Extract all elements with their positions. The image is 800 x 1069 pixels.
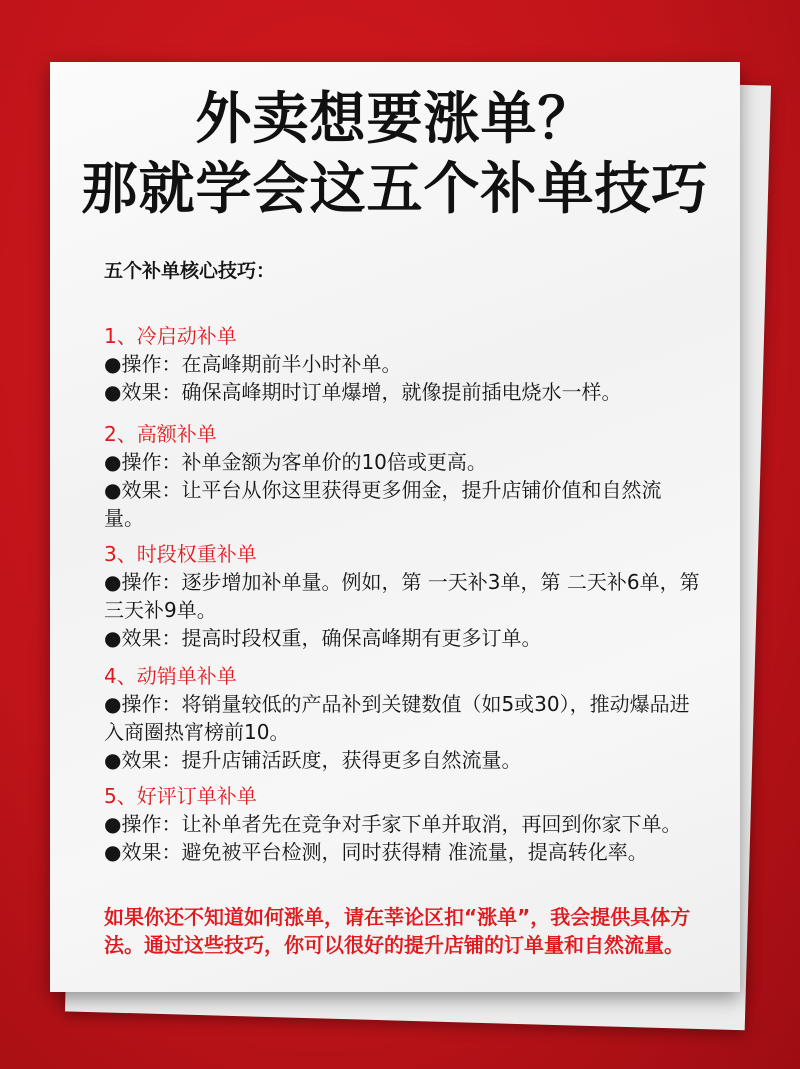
tip-title: 5、好评订单补单 [104,784,257,808]
subheading: 五个补单核心技巧： [104,260,276,282]
tip-line: ●操作：在高峰期前半小时补单。 [104,352,402,376]
tip-line: 三天补9单。 [104,598,217,622]
tip-title: 1、冷启动补单 [104,324,237,348]
tip-line: ●操作：让补单者先在竞争对手家下单并取消，再回到你家下单。 [104,812,682,836]
tip-line: ●操作：补单金额为客单价的10倍或更高。 [104,450,487,474]
closing-call-to-action: 如果你还不知道如何涨单，请在莘论区扣“涨单”，我会提供具体方法。通过这些技巧，你可以很好的提升店铺的订单量和自然流量。 [104,905,691,957]
tip-line: ●效果：让平台从你这里获得更多佣金，提升店铺价值和自然流 [104,478,662,502]
tip-title: 4、动销单补单 [104,664,237,688]
tip-line: ●效果：提升店铺活跃度，获得更多自然流量。 [104,748,522,772]
tip-section-1 [104,322,734,406]
tip-line: ●效果：避免被平台检测，同时获得精 准流量，提高转化率。 [104,840,648,864]
tip-line: 入商圈热宵榜前10。 [104,720,290,744]
tip-title: 3、时段权重补单 [104,542,257,566]
tip-line: ●效果：确保高峰期时订单爆增，就像提前插电烧水一样。 [104,380,622,404]
tip-section-3 [104,540,734,652]
tip-section-5 [104,782,734,866]
tip-line: 量。 [104,506,144,530]
tip-title: 2、高额补单 [104,422,217,446]
tip-section-4 [104,662,734,774]
page-title-line-2: 那就学会这五个补单技巧 [81,157,709,222]
tip-line: ●操作：逐步增加补单量。例如，第 一天补3单，第 二天补6单，第 [104,570,700,594]
page-title-line-1: 外卖想要涨单？ [195,87,595,152]
tip-section-2 [104,420,734,532]
tip-line: ●操作：将销量较低的产品补到关键数值（如5或30），推动爆品进 [104,692,690,716]
tip-line: ●效果：提高时段权重，确保高峰期有更多订单。 [104,626,542,650]
